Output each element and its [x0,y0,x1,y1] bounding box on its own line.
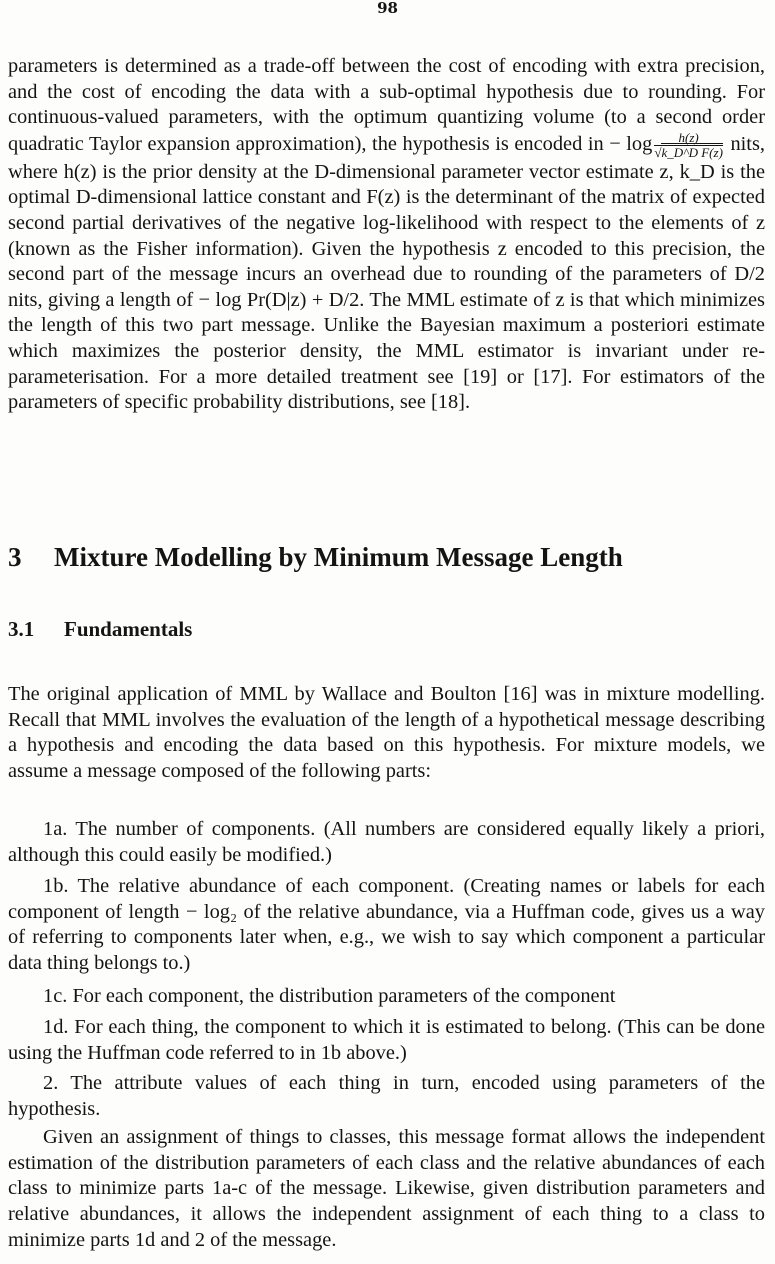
formula-denominator-group [654,146,723,160]
page-number: 98 [377,0,398,17]
subsection-heading [8,615,192,643]
formula-numerator: h(z) [654,131,723,146]
list-item-1c: 1c. For each component, the distribution parameters of the component [43,985,616,1007]
list-item-2: 2. The attribute values of each thing in turn, encoded using parameters of the hypothesis. [8,1072,765,1120]
subsection-title: Fundamentals [64,617,193,641]
list-item-1d: 1d. For each thing, the component to which it is estimated to belong. (This can be done using the Huffman code referred to in 1b above.) [8,1016,765,1064]
list-item-1b: 1b. The relative abundance of each component. (Creating names or labels for each component of length − log₂ of the relative abundance, via a Huffman code, gives us a way of referring to components later when, e.g., we wish to say which component a particular data thing belongs to.) [8,875,765,975]
paragraph-text-after-formula: nits, where h(z) is the prior density at the D-dimensional parameter vector estimate z, k_D is the optimal D-dimensional lattice constant and F(z) is the determinant of the matrix of expected second partial derivatives of the negative log-likelihood with respect to the elements of z (known as the Fisher information). Given the hypothesis z encoded to this precision, the second part of the message incurs an overhead due to rounding of the parameters of D/2 nits, giving a length of − log Pr(D|z) + D/2. The MML estimate of z is that which minimizes the length of this two part message. Unlike the Bayesian maximum a posteriori estimate which maximizes the posterior density, the MML estimator is invariant under re-parameterisation. For a more detailed treatment see [19] or [17]. For estimators of the parameters of specific probability distributions, see [18]. [8,132,765,414]
paragraph-mml-precision [8,54,765,416]
section-title: Mixture Modelling by Minimum Message Length [54,542,623,572]
paragraph-message-format: Given an assignment of things to classes, this message format allows the independent estimation of the distribution parameters of each class and the relative abundances of each class to minimize parts 1a-c of the message. Likewise, given distribution parameters and relative abundances, it allows the independent assignment of each thing to a class to minimize parts 1d and 2 of the message. [8,1126,765,1251]
sqrt-symbol: √ [654,144,662,160]
paragraph-text-before-formula: parameters is determined as a trade-off between the cost of encoding with extra precision, and the cost of encoding the data with a sub-optimal hypothesis due to rounding. For continuous-valued parameters, with the optimum quantizing volume (to a second order quadratic Taylor expansion approximation), the hypothesis is encoded in − log [8,55,765,155]
section-heading [8,539,765,575]
section-number: 3 [8,542,22,572]
formula-fraction [654,131,723,160]
formula-denominator: k_D^D F(z) [661,144,723,160]
list-item-1a: 1a. The number of components. (All numbers are considered equally likely a priori, although this could easily be modified.) [8,818,765,866]
paragraph-mixture-intro: The original application of MML by Wallace and Boulton [16] was in mixture modelling. Recall that MML involves the evaluation of the length of a hypothetical message describing a hypothesis and encoding the data based on this hypothesis. For mixture models, we assume a message composed of the following parts: [8,683,765,783]
subsection-number: 3.1 [8,617,35,641]
